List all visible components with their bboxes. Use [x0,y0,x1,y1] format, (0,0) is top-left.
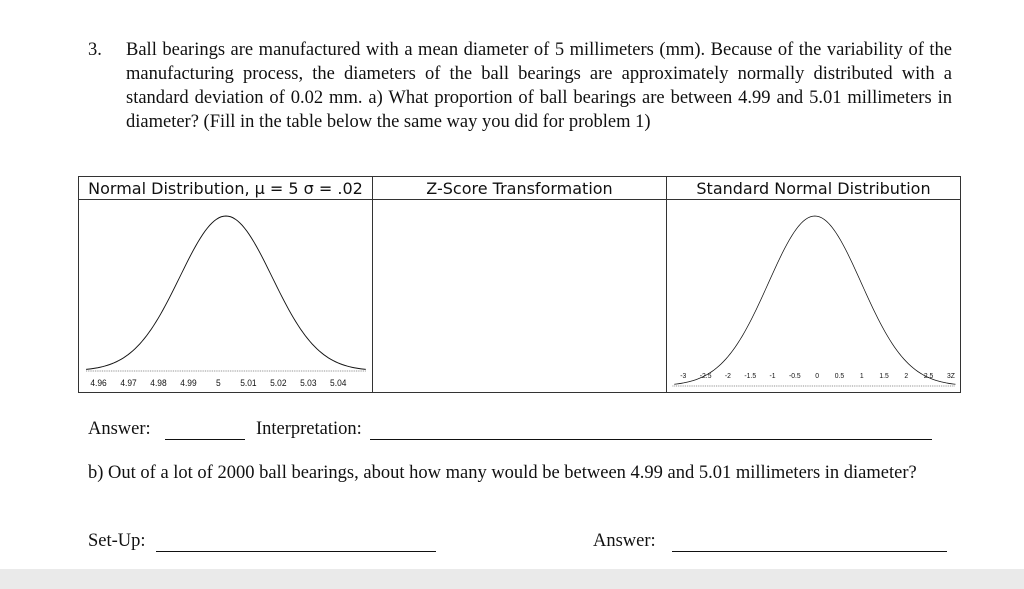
standard-tick-label: 2 [904,371,909,381]
standard-tick-label: 0.5 [834,371,845,381]
standard-tick-label: 1 [859,371,864,381]
standard-tick-label: -1.5 [744,371,757,381]
header-normal-distribution: Normal Distribution, µ = 5 σ = .02 [79,177,373,200]
standard-tick-label: -2.5 [699,371,712,381]
standard-tick-label: -0.5 [788,371,801,381]
part-b-setup-row [88,531,436,552]
part-b-answer-row [593,531,947,552]
standard-tick-label: 3Z [946,371,955,381]
normal-tick-label: 5 [216,377,221,389]
standard-normal-cell [667,200,961,393]
interpretation-label: Interpretation: [255,419,362,439]
part-a-answer-row [88,419,932,440]
normal-tick-label: 4.99 [180,377,197,389]
header-standard-normal-distribution: Standard Normal Distribution [667,177,961,200]
distribution-table [78,176,961,393]
standard-tick-label: 0 [815,371,820,381]
standard-tick-label: -1 [769,371,776,381]
standard-normal-curve-graph [667,200,960,392]
normal-curve [86,216,366,369]
z-score-transformation-cell[interactable] [373,200,667,393]
normal-tick-label: 5.03 [300,377,317,389]
normal-tick-label: 5.04 [330,377,347,389]
header-z-score-transformation: Z-Score Transformation [373,177,667,200]
normal-tick-label: 4.96 [90,377,107,389]
normal-tick-label: 5.01 [240,377,257,389]
part-b-answer-blank[interactable] [672,534,947,552]
answer-label: Answer: [88,419,151,439]
standard-tick-label: -2 [724,371,731,381]
standard-tick-label: -3 [680,371,687,381]
part-b-answer-label: Answer: [593,531,656,551]
answer-blank[interactable] [165,422,245,440]
normal-distribution-cell [79,200,373,393]
standard-tick-labels [680,372,955,380]
standard-tick-label: 2.5 [923,371,934,381]
normal-tick-label: 4.98 [150,377,167,389]
standard-tick-label: 1.5 [879,371,889,381]
normal-tick-labels [90,378,346,389]
standard-normal-curve [674,216,955,384]
bottom-bar [0,569,1024,589]
normal-tick-label: 5.02 [270,377,287,389]
setup-label: Set-Up: [88,531,146,551]
problem-text: Ball bearings are manufactured with a mean diameter of 5 millimeters (mm). Because of the variability of the manufacturing process, the diameters of the ball bearings are approximately normally distributed with a standard deviation of 0.02 mm. a) What proportion of ball bearings are between 4.99 and 5.01 millimeters in diameter? (Fill in the table below the same way you did for problem 1) [126,40,952,132]
setup-blank[interactable] [156,534,436,552]
normal-tick-label: 4.97 [120,377,137,389]
problem-number: 3. [88,40,102,60]
normal-curve-graph [79,200,372,392]
part-b-question: b) Out of a lot of 2000 ball bearings, about how many would be between 4.99 and 5.01 millimeters in diameter? [88,463,917,483]
interpretation-blank[interactable] [370,422,932,440]
